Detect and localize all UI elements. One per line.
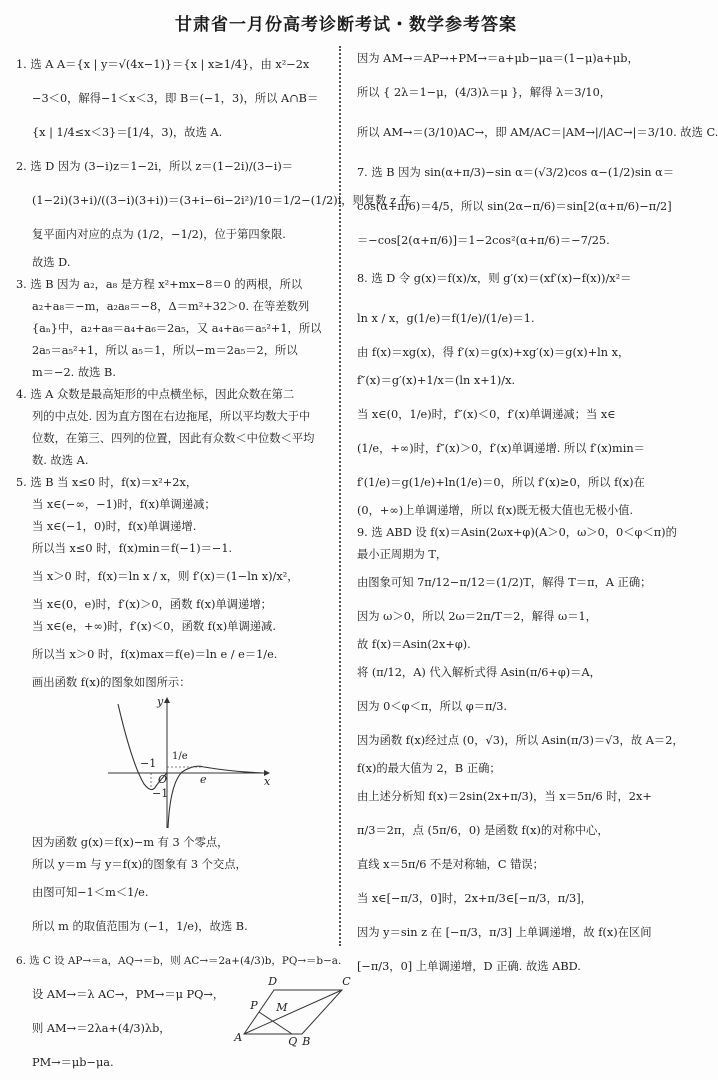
graph-label-x: x: [264, 775, 271, 788]
q9-line: 将 (π/12，A) 代入解析式得 Asin(π/6+φ)＝A，: [357, 666, 601, 680]
q3-line: 3. 选 B 因为 a₂，a₈ 是方程 x²+mx−8＝0 的两根，所以: [16, 278, 303, 292]
q8-line: ln x / x，g(1/e)＝f(1/e)/(1/e)＝1.: [357, 312, 535, 326]
q9-line: 最小正周期为 T，: [357, 548, 448, 562]
q9-line: 因为函数 f(x)经过点 (0，√3)，所以 Asin(π/3)＝√3，故 A＝2，: [357, 734, 684, 748]
q5-line: 所以当 x≤0 时，f(x)min＝f(−1)＝−1.: [32, 542, 233, 556]
q2-line: (1−2i)(3+i)/((3−i)(3+i))＝(3+i−6i−2i²)/10＝1/2−(1/2)i，则复数 z 在: [32, 194, 411, 208]
q6-line: 设 AM→＝λ AC→，PM→＝μ PQ→，: [32, 988, 225, 1002]
answer-q6-continued: [357, 48, 718, 150]
answer-q7: [357, 156, 679, 258]
q1-line: 1. 选 A A＝{x | y＝√(4x−1)}＝{x | x≥1/4}，由 x²−2x: [16, 58, 310, 72]
q9-line: 因为 ω＞0，所以 2ω＝2π/T＝2，解得 ω＝1，: [357, 610, 597, 624]
q5-line: 因为函数 g(x)＝f(x)−m 有 3 个零点，: [32, 836, 229, 850]
page-title: 甘肃省一月份高考诊断考试・数学参考答案: [175, 15, 517, 35]
q6-line: 所以 { 2λ＝1−μ，(4/3)λ＝μ }，解得 λ＝3/10，: [357, 86, 612, 100]
graph-label-y: y: [157, 695, 164, 708]
label-A: A: [234, 1031, 243, 1044]
q5-line: 5. 选 B 当 x≤0 时，f(x)＝x²+2x，: [16, 476, 198, 490]
label-C: C: [342, 975, 351, 988]
q7-line: 7. 选 B 因为 sin(α+π/3)−sin α＝(√3/2)cos α−(1/2)sin α＝: [357, 166, 675, 180]
q9-line: 由上述分析知 f(x)＝2sin(2x+π/3)，当 x＝5π/6 时，2x+: [357, 790, 652, 804]
q8-line: (1/e，+∞)时，f″(x)＞0，f′(x)单调递增. 所以 f′(x)min＝: [357, 442, 645, 456]
graph-label-neg1-x: −1: [140, 757, 157, 770]
q3-line: 2a₅＝a₅²+1，所以 a₅＝1，所以−m＝2a₅＝2，所以: [32, 344, 298, 358]
graph-label-neg1-y: −1: [152, 787, 169, 800]
answer-q6: [16, 944, 351, 1080]
answer-q4: [16, 384, 328, 472]
column-divider: [339, 46, 341, 946]
q4-line: 位数，在第三、四列的位置，因此有众数＜中位数＜平均: [32, 432, 315, 446]
label-Q: Q: [288, 1035, 298, 1048]
q5-line: 当 x∈(−1，0)时，f(x)单调递增.: [32, 520, 197, 534]
label-B: B: [302, 1035, 311, 1048]
q2-line: 故选 D.: [32, 256, 71, 270]
answer-q5: [16, 472, 328, 944]
q6-line: 所以 AM→＝(3/10)AC→，即 AM/AC＝|AM→|/|AC→|＝3/10. 故选 C.: [357, 126, 718, 140]
q9-line: 9. 选 ABD 设 f(x)＝Asin(2ωx+φ)(A＞0，ω＞0，0＜φ＜π)的: [357, 526, 677, 540]
parallelogram-figure: [230, 975, 356, 1050]
graph-label-e: e: [200, 773, 207, 786]
q9-line: 故 f(x)＝Asin(2x+φ).: [357, 638, 471, 652]
label-D: D: [268, 975, 278, 988]
q3-line: {aₙ}中，a₂+a₈＝a₄+a₆＝2a₅，又 a₄+a₆＝a₅²+1，所以: [32, 322, 322, 336]
q8-line: f′(1/e)＝g(1/e)+ln(1/e)＝0，所以 f′(x)≥0，所以 f(x)在: [357, 476, 645, 490]
q9-line: 因为 0＜φ＜π，所以 φ＝π/3.: [357, 700, 507, 714]
q8-line: 由 f(x)＝xg(x)，得 f′(x)＝g(x)+xg′(x)＝g(x)+ln x，: [357, 346, 630, 360]
right-column: [357, 48, 718, 984]
q8-line: (0，+∞)上单调递增，所以 f(x)既无极大值也无极小值.: [357, 504, 634, 518]
graph-label-origin: O: [158, 773, 168, 786]
answer-q9: [357, 522, 684, 984]
q3-line: m＝−2. 故选 B.: [32, 366, 116, 380]
q5-line: 所以 m 的取值范围为 (−1，1/e)，故选 B.: [32, 920, 248, 934]
q9-line: f(x)的最大值为 2，B 正确；: [357, 762, 501, 776]
q4-line: 数. 故选 A.: [32, 454, 89, 468]
answer-q8: [357, 262, 679, 522]
q9-line: 直线 x＝5π/6 不是对称轴，C 错误；: [357, 858, 544, 872]
q3-line: a₂+a₈＝−m，a₂a₈＝−8，Δ＝m²+32＞0. 在等差数列: [32, 300, 310, 314]
q5-line: 由图可知−1＜m＜1/e.: [32, 886, 149, 900]
label-P: P: [250, 999, 258, 1012]
q7-line: ＝−cos[2(α+π/6)]＝1−2cos²(α+π/6)＝−7/25.: [357, 234, 610, 248]
q6-line: 则 AM→＝2λa+(4/3)λb，: [32, 1022, 171, 1036]
q9-line: [−π/3，0] 上单调递增，D 正确. 故选 ABD.: [357, 960, 581, 974]
q5-line: 当 x＞0 时，f(x)＝ln x / x，则 f′(x)＝(1−ln x)/x²，: [32, 570, 299, 584]
answer-q2: [16, 150, 411, 274]
q8-line: f″(x)＝g′(x)+1/x＝(ln x+1)/x.: [357, 374, 516, 388]
function-graph-svg: [104, 694, 274, 832]
q1-line: {x | 1/4≤x＜3}＝[1/4，3)，故选 A.: [32, 126, 223, 140]
q9-line: 因为 y＝sin z 在 [−π/3，π/3] 上单调递增，故 f(x)在区间: [357, 926, 652, 940]
q9-line: 当 x∈[−π/3，0]时，2x+π/3∈[−π/3，π/3]，: [357, 892, 592, 906]
q5-line: 所以当 x＞0 时，f(x)max＝f(e)＝ln e / e＝1/e.: [32, 648, 278, 662]
q8-line: 当 x∈(0，1/e)时，f″(x)＜0，f′(x)单调递减；当 x∈: [357, 408, 616, 422]
answer-q1: [16, 48, 328, 150]
q9-line: π/3＝2π，点 (5π/6，0) 是函数 f(x)的对称中心，: [357, 824, 609, 838]
q6-line: 因为 AM→＝AP→+PM→＝a+μb−μa＝(1−μ)a+μb，: [357, 52, 639, 66]
q5-line: 当 x∈(e，+∞)时，f′(x)＜0，函数 f(x)单调递减.: [32, 620, 276, 634]
label-M: M: [276, 1001, 288, 1014]
q8-line: 8. 选 D 令 g(x)＝f(x)/x，则 g′(x)＝(xf′(x)−f(x))/x²＝: [357, 272, 632, 286]
function-graph: [104, 694, 328, 832]
q7-line: cos(α+π/6)＝4/5，所以 sin(2α−π/6)＝sin[2(α+π/6)−π/2]: [357, 200, 672, 214]
q1-line: −3＜0，解得−1＜x＜3，即 B＝(−1，3)，所以 A∩B＝: [32, 92, 319, 106]
answer-q3: [16, 274, 328, 384]
q4-line: 4. 选 A 众数是最高矩形的中点横坐标，因此众数在第二: [16, 388, 295, 402]
q5-line: 当 x∈(−∞，−1)时，f(x)单调递减；: [32, 498, 216, 512]
graph-label-inv-e: 1/e: [172, 751, 188, 762]
q5-line: 当 x∈(0，e)时，f′(x)＞0，函数 f(x)单调递增；: [32, 598, 272, 612]
q5-line: 所以 y＝m 与 y＝f(x)的图象有 3 个交点，: [32, 858, 247, 872]
q6-line: PM→＝μb−μa.: [32, 1056, 114, 1070]
q2-line: 复平面内对应的点为 (1/2，−1/2)，位于第四象限.: [32, 228, 286, 242]
q9-line: 由图象可知 7π/12−π/12＝(1/2)T，解得 T＝π，A 正确；: [357, 576, 652, 590]
q4-line: 列的中点处. 因为直方图在右边拖尾，所以平均数大于中: [32, 410, 311, 424]
q2-line: 2. 选 D 因为 (3−i)z＝1−2i，所以 z＝(1−2i)/(3−i)＝: [16, 160, 294, 174]
q5-line: 画出函数 f(x)的图象如图所示：: [32, 676, 191, 690]
q6-line: 6. 选 C 设 AP→＝a，AQ→＝b，则 AC→＝2a+(4/3)b，PQ→＝b−a.: [16, 954, 342, 967]
